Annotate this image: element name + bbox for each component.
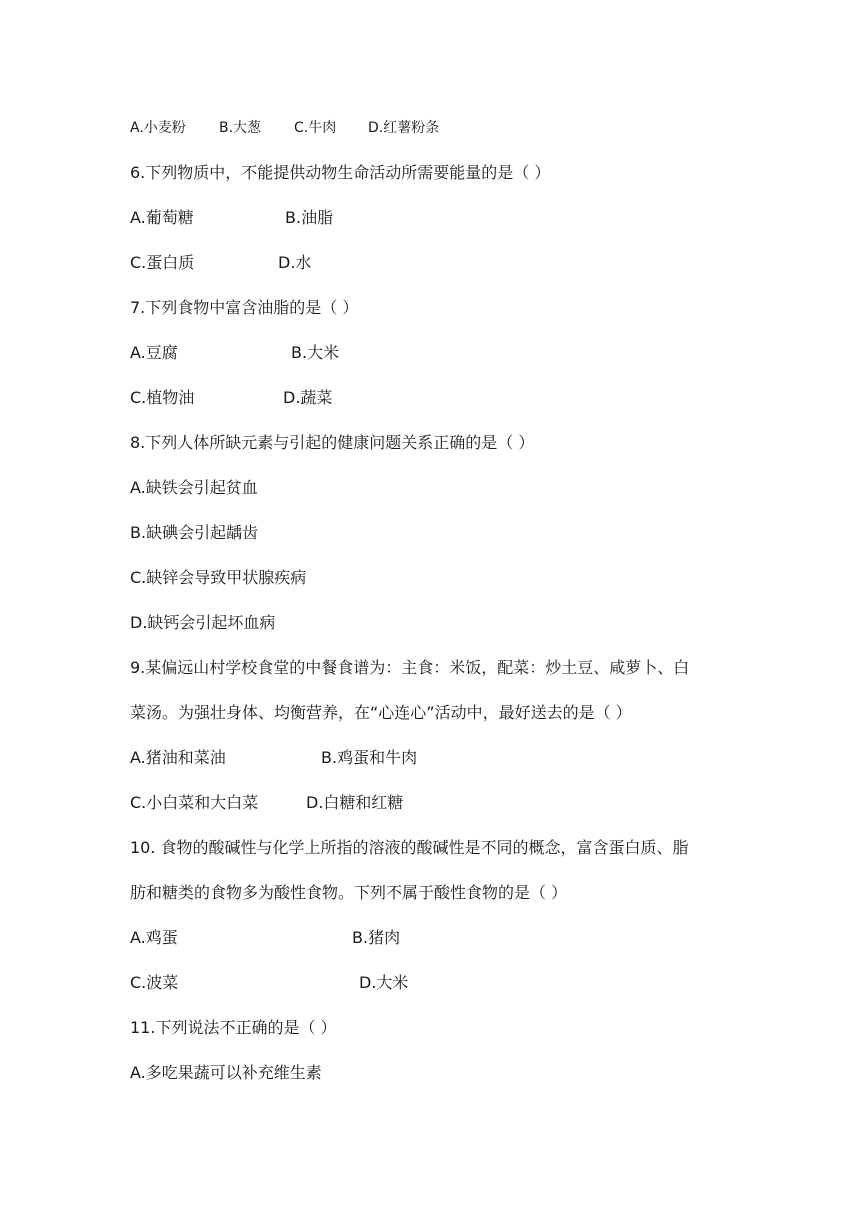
q7-option-b: B.大米 xyxy=(291,343,340,362)
q9-stem-line1: 9.某偏远山村学校食堂的中餐食谱为：主食：米饭，配菜：炒土豆、咸萝卜、白 xyxy=(130,658,690,677)
q8-option-b: B.缺碘会引起龋齿 xyxy=(130,523,259,542)
q10-stem-line1: 10. 食物的酸碱性与化学上所指的溶液的酸碱性是不同的概念，富含蛋白质、脂 xyxy=(130,838,689,857)
q5-option-b: B.大葱 xyxy=(219,120,262,136)
q11-option-a: A.多吃果蔬可以补充维生素 xyxy=(130,1063,322,1082)
q10-option-c: C.波菜 xyxy=(130,973,179,992)
q6-option-b: B.油脂 xyxy=(285,208,334,227)
q8-option-a: A.缺铁会引起贫血 xyxy=(130,478,258,497)
q11-stem: 11.下列说法不正确的是（ ） xyxy=(130,1018,337,1037)
q10-option-b: B.猪肉 xyxy=(352,928,401,947)
q5-option-a: A.小麦粉 xyxy=(130,120,186,136)
q6-option-c: C.蛋白质 xyxy=(130,253,195,272)
q7-option-d: D.蔬菜 xyxy=(283,388,333,407)
q5-option-d: D.红薯粉条 xyxy=(368,120,440,136)
q10-option-d: D.大米 xyxy=(359,973,409,992)
q8-option-d: D.缺钙会引起坏血病 xyxy=(130,613,276,632)
q7-option-a: A.豆腐 xyxy=(130,343,178,362)
q6-option-a: A.葡萄糖 xyxy=(130,208,194,227)
q7-option-c: C.植物油 xyxy=(130,388,195,407)
q6-option-d: D.水 xyxy=(278,253,312,272)
q10-option-a: A.鸡蛋 xyxy=(130,928,178,947)
q9-option-a: A.猪油和菜油 xyxy=(130,748,226,767)
q8-option-c: C.缺锌会导致甲状腺疾病 xyxy=(130,568,307,587)
q9-stem-line2: 菜汤。为强壮身体、均衡营养，在“心连心”活动中，最好送去的是（ ） xyxy=(130,703,632,722)
q9-option-d: D.白糖和红糖 xyxy=(306,793,404,812)
q6-stem: 6.下列物质中，不能提供动物生命活动所需要能量的是（ ） xyxy=(130,163,551,182)
q9-option-b: B.鸡蛋和牛肉 xyxy=(321,748,418,767)
q5-option-c: C.牛肉 xyxy=(294,120,337,136)
q9-option-c: C.小白菜和大白菜 xyxy=(130,793,259,812)
q7-stem: 7.下列食物中富含油脂的是（ ） xyxy=(130,298,359,317)
q8-stem: 8.下列人体所缺元素与引起的健康问题关系正确的是（ ） xyxy=(130,433,535,452)
q10-stem-line2: 肪和糖类的食物多为酸性食物。下列不属于酸性食物的是（ ） xyxy=(130,883,568,902)
